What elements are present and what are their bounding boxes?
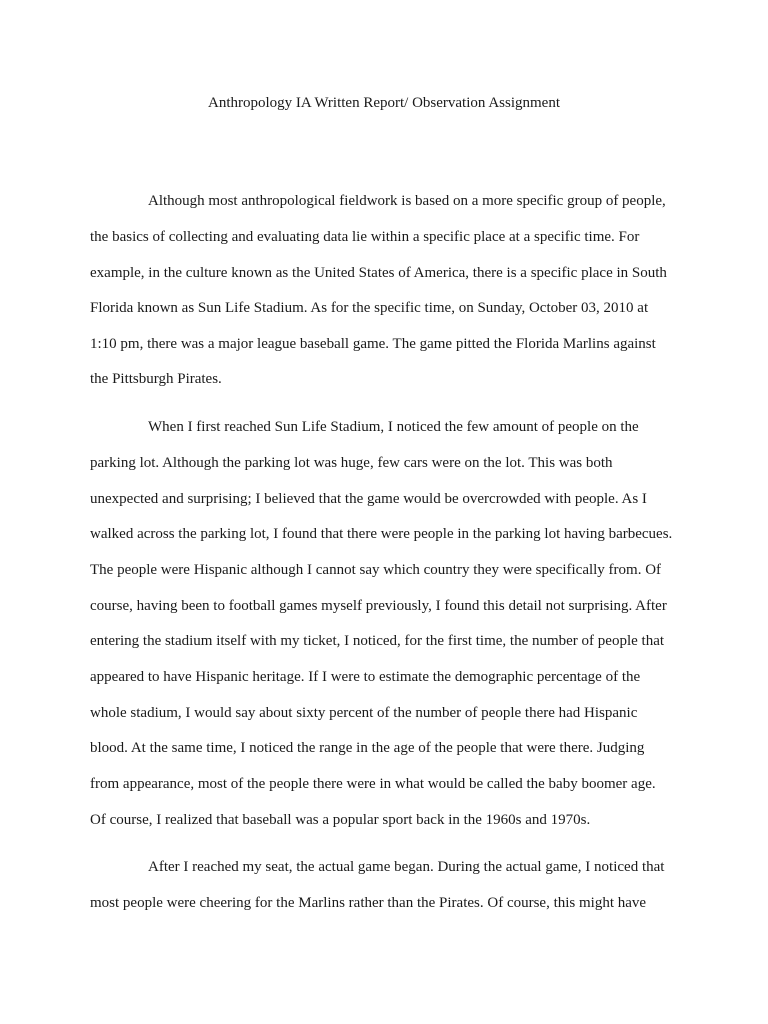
- paragraph-2-line-2: parking lot. Although the parking lot was huge, few cars were on the lot. This was both: [90, 455, 613, 471]
- paragraph-1-line-6: the Pittsburgh Pirates.: [90, 371, 222, 387]
- paragraph-3-line-2: most people were cheering for the Marlins rather than the Pirates. Of course, this might have: [90, 895, 647, 911]
- paragraph-2-line-6: course, having been to football games myself previously, I found this detail not surprising. After: [90, 598, 667, 614]
- paragraph-1-line-2: the basics of collecting and evaluating data lie within a specific place at a specific time. For: [90, 229, 640, 245]
- paragraph-2-line-10: blood. At the same time, I noticed the range in the age of the people that were there. Judging: [90, 740, 645, 756]
- paragraph-2-line-9: whole stadium, I would say about sixty percent of the number of people there had Hispanic: [90, 705, 638, 721]
- paragraph-2-line-11: from appearance, most of the people there were in what would be called the baby boomer age.: [90, 776, 656, 792]
- paragraph-1-line-5: 1:10 pm, there was a major league baseball game. The game pitted the Florida Marlins against: [90, 336, 656, 352]
- paragraph-1-line-3: example, in the culture known as the United States of America, there is a specific place in South: [90, 265, 667, 281]
- paragraph-2-line-3: unexpected and surprising; I believed that the game would be overcrowded with people. As I: [90, 491, 647, 507]
- paragraph-2-line-8: appeared to have Hispanic heritage. If I were to estimate the demographic percentage of the: [90, 669, 641, 685]
- paragraph-1-line-4: Florida known as Sun Life Stadium. As for the specific time, on Sunday, October 03, 2010 at: [90, 300, 649, 316]
- document-title: Anthropology IA Written Report/ Observation Assignment: [207, 95, 560, 111]
- paragraph-2-line-1: When I first reached Sun Life Stadium, I noticed the few amount of people on the: [148, 419, 639, 435]
- paragraph-2-line-12: Of course, I realized that baseball was a popular sport back in the 1960s and 1970s.: [90, 812, 591, 828]
- paragraph-2-line-4: walked across the parking lot, I found that there were people in the parking lot having barbecues.: [90, 526, 673, 542]
- paragraph-2-line-7: entering the stadium itself with my ticket, I noticed, for the first time, the number of people that: [90, 633, 665, 649]
- paragraph-2-line-5: The people were Hispanic although I cannot say which country they were specifically from. Of: [90, 562, 662, 578]
- paragraph-3-line-1: After I reached my seat, the actual game began. During the actual game, I noticed that: [148, 859, 665, 875]
- paragraph-1-line-1: Although most anthropological fieldwork is based on a more specific group of people,: [148, 193, 666, 209]
